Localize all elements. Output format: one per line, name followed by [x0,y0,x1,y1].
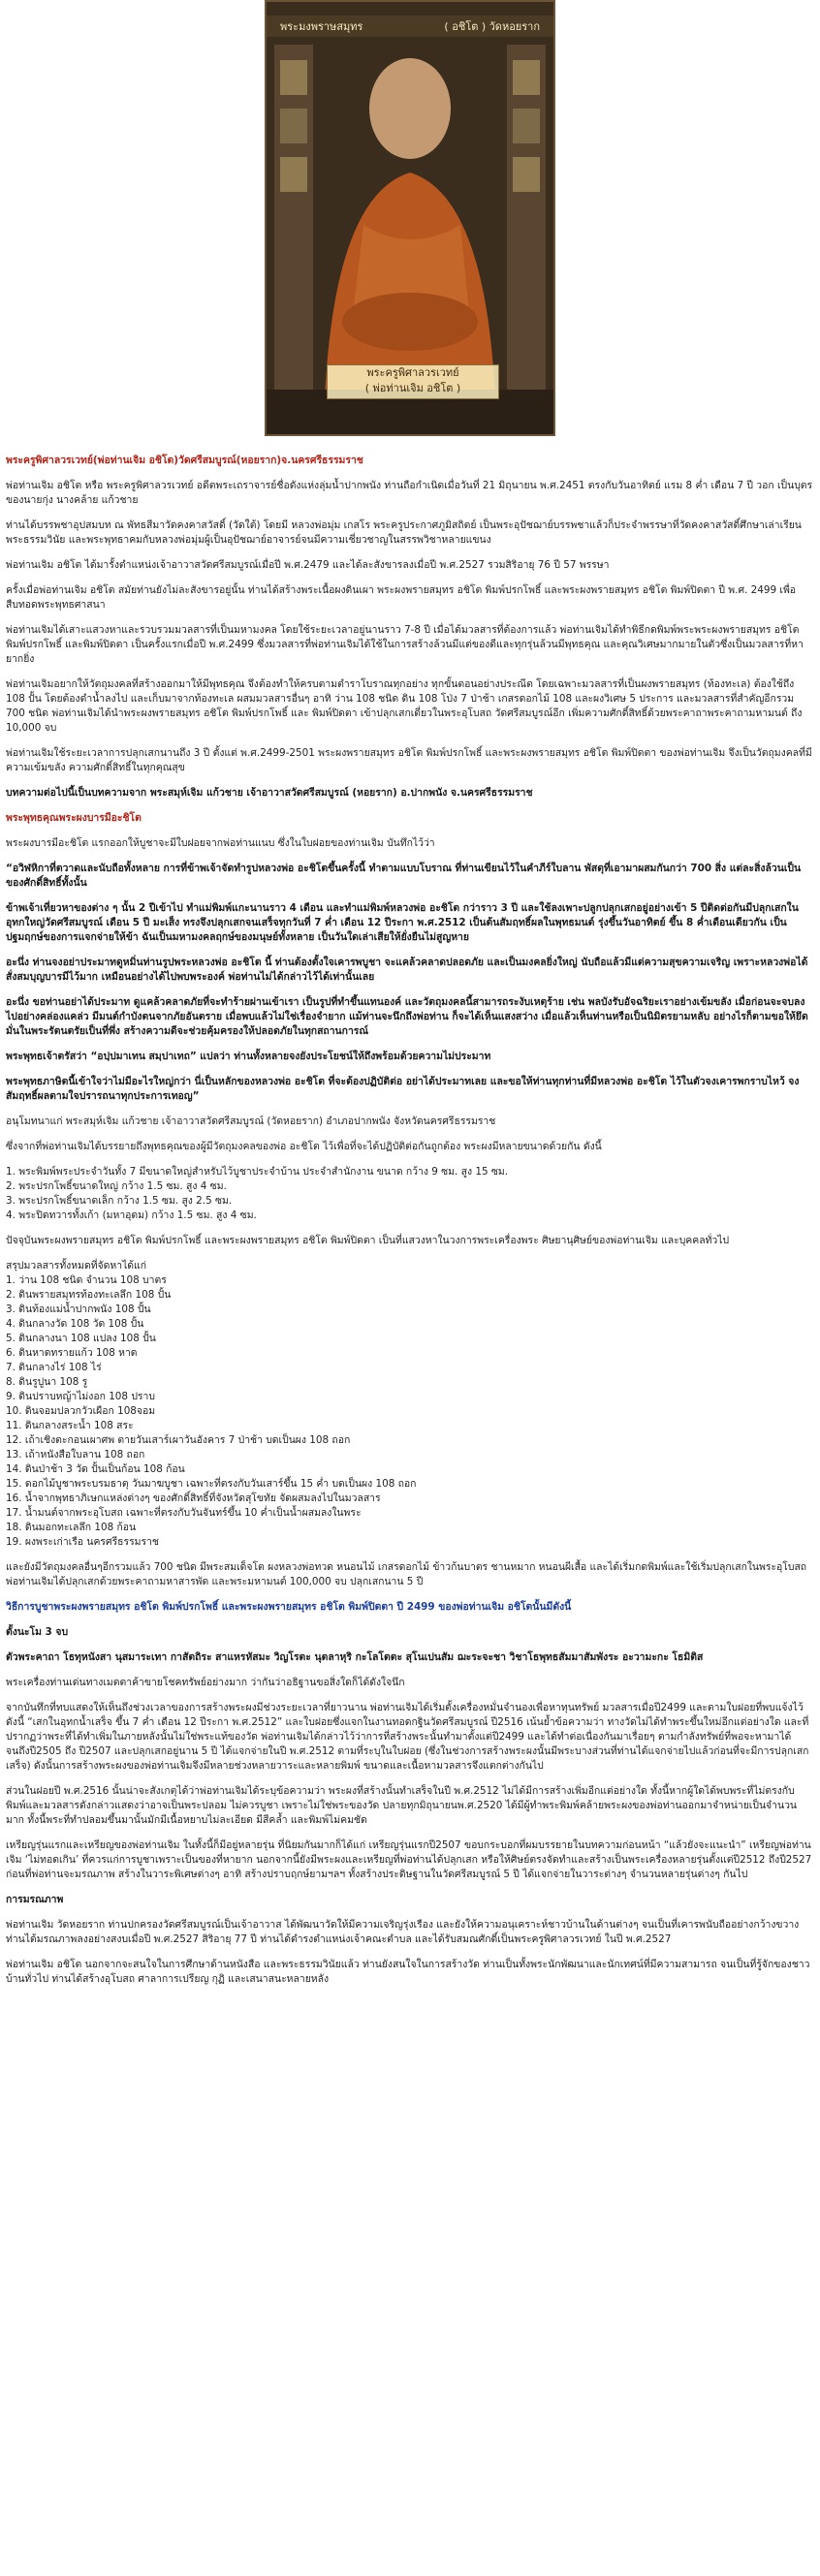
paragraph-blessing-period: พ่อท่านเจิมใช้ระยะเวลาการปลุกเสกนานถึง 3 ปี ตั้งแต่ พ.ศ.2499-2501 พระผงพรายสมุทร อชิโต พิมพ์ปรกโพธิ์ และพระผงพรายสมุทร อชิโต พิมพ์ปิดตา ของพ่อท่านเจิม จึงเป็นวัตถุมงคลที่มีความเข้มขลัง ความศักดิ์สิทธิ์ในทุกคุณสุข [6,747,812,773]
list-item: 13. เถ้าหนังสือใบลาน 108 ถอก [6,1449,145,1461]
worship-step: ตั้งนะโม 3 จบ [6,1626,69,1638]
list-item: 17. น้ำมนต์จากพระอุโบสถ เฉพาะที่ตรงกับวันจันทร์ขึ้น 10 ค่ำเป็นน้ำผสมลงในพระ [6,1507,362,1519]
paragraph-ritual: พ่อท่านเจิมอยากให้วัตถุมงคลที่สร้างออกมาให้มีพุทธคุณ จึงต้องทำให้ครบตามตำราโบราณทุกอย่าง ทุกขั้นตอนอย่างประณีต โดยเฉพาะมวลสารที่เป็นผงพรายสมุทร (ท้องทะเล) ต้องใช้ถึง 108 ปั้น โดยต้องดำน้ำลงไป และเก็บมาจากท้องทะเล ผสมมวลสารอื่นๆ อาทิ ว่าน 108 ชนิด ดิน 108 โป่ง 7 ป่าช้า เกสรดอกไม้ 108 และผงวิเศษ 5 ประการ และมวลสารที่สำคัญอีกรวม 700 ชนิด พ่อท่านเจิมได้นำพระผงพรายสมุทร อชิโต พิมพ์ปรกโพธิ์ และ พิมพ์ปิดตา เข้าปลุกเสกเดี่ยวในพระอุโบสถ วัดศรีสมบูรณ์อีก เพิ่มความศักดิ์สิทธิ์ด้วยพระคาถาพระคาถามหามนต์ ถึง 10,000 จบ [6,678,803,734]
paragraph-amulet-creation: ครั้งเมื่อพ่อท่านเจิม อชิโต สมัยท่านยังไม่ละสังขารอยู่นั้น ท่านได้สร้างพระเนื้อผงดินเผา พระผงพรายสมุทร อชิโต พิมพ์ปรกโพธิ์ และพระผงพรายสมุทร อชิโต พิมพ์ปิดตา ปี พ.ศ. 2499 เพื่อสืบทอดพระพุทธศาสนา [6,584,797,611]
list-item: 7. ดินกลางไร่ 108 ไร่ [6,1362,102,1373]
paragraph-current-value: ปัจจุบันพระผงพรายสมุทร อชิโต พิมพ์ปรกโพธิ์ และพระผงพรายสมุทร อชิโต พิมพ์ปิดตา เป็นที่แสวงหาในวงการพระเครื่องพระ ศิษยานุศิษย์ของพ่อท่านเจิม และบุคคลทั่วไป [6,1235,730,1246]
article-title: พระครูพิศาลวรเวทย์(พ่อท่านเจิม อชิโต)วัดศรีสมบูรณ์(หอยราก)จ.นครศรีธรรมราช [6,455,363,466]
photo-banner [267,16,553,37]
list-item: 12. เถ้าเชิงตะกอนเผาศพ ตายวันเสาร์เผาวันอังคาร 7 ป่าช้า บดเป็นผง 108 ถอก [6,1434,351,1446]
quote-paragraph-2: ข้าพเจ้าเที่ยวหาของต่าง ๆ นั้น 2 ปีเข้าไป ทำแม่พิมพ์แกะนานราว 4 เดือน และทำแม่พิมพ์หลวงพ่อ อะชิโต กว่าราว 3 ปี และใช้ลงเพาะปลูกปลุกเสกอยู่อย่างเข้า 5 ปีติดต่อกันมีปลุกเสกในอุทกใหญ่วัดศรีสมบูรณ์ เดือน 5 ปี มะเส็ง ทรงจึงปลุกเสกจนเสร็จทุกวันที่ 7 ค่ำ เดือน 12 ปีระกา พ.ศ.2512 เป็นต้นสัมฤทธิ์ผลในพุทธมนต์ รุ่งขึ้นวันอาทิตย์ ขึ้น 8 ค่ำเดือนเดียวกัน เป็นปฐมฤกษ์ของการแจกจ่ายให้ข้า ฉันเป็นมหามงคลฤกษ์ของมนุษย์ทั้งหลาย เป็นวันใดเล่าเสียให้ยั่งยืนไม่สูญหาย [6,902,799,943]
list-item: 11. ดินกลางสระน้ำ 108 สระ [6,1420,134,1431]
incantation-text: ตัวพระคาถา โธทุหนังสา นุสมาระเทา กาสัตถิระ สาแหรหัสมะ วิญโรตะ นุตลาหุริ กะโลโตตะ สุโนเปนสัม ฌะระจะชา วิชาโธพุทธสัมมาสัมพังระ อะวามะกะ โธมิติส [6,1651,704,1663]
quote-paragraph-1: “อวิฬหิกาที่ตวาดและนับถือทั้งหลาย การที่ข้าพเจ้าจัดทำรูปหลวงพ่อ อะชิโตขึ้นครั้งนี้ ทำตามแบบโบราณ ที่ท่านเขียนไว้ในคำภีร์ใบลาน พัสดุที่เอามาผสมกันกว่า 700 สิ่ง แต่ละสิ่งล้วนเป็นของศักดิ์สิทธิ์ทั้งนั้น [6,863,802,889]
photo-caption-subname: ( พ่อท่านเจิม อชิโต ) [364,382,461,394]
photo-banner-right: ( อชิโต ) วัดหอยราก [444,20,540,33]
photo-banner-left: พระมงพราษสมุทร [280,20,363,33]
paragraph-sizes-intro: ซึ่งจากที่พ่อท่านเจิมได้บรรยายถึงพุทธคุณของผู้มีวัตถุมงคลของพ่อ อะชิโต ไว้เพื่อที่จะได้ปฏิบัติต่อกันถูกต้อง พระผงมีหลายขนาดด้วยกัน ดังนี้ [6,1141,602,1152]
quote-paragraph-4: อะนึ่ง ขอท่านอย่าได้ประมาท ดูแคล้วคลาดภัยที่จะทำร้ายผ่านเข้าเรา เป็นรูปที่ทำขึ้นแทนองค์ และวัตถุมงคลนี้สามารถระงับเหตุร้าย เช่น พลบังรับอัจฉริยะเราอย่างเข้มขลัง เมื่อก่อนจะจบลงไปอย่างคล่องแคล่ว มีมนต์กำบังตนจากภัยอันตราย เมื่อพบแล้วไม่ใช่เรื่องจำยาก แม้ท่านจะนึกถึงพ่อท่าน ก็จะได้เห็นแสงสว่าง เมื่อแล้วเห็นท่านหรือเป็นนิมิตรยามหลับ อย่างไรก็ตามขอให้ยึดมั่นในพระรัตนตรัยเป็นที่พึ่ง สร้างความดีจะช่วยคุ้มครองให้ปลอดภัยในทุกสถานการณ์ [6,996,808,1037]
list-item: 10. ดินจอมปลวกวัวเผือก 108จอม [6,1405,156,1417]
list-item: 2. พระปรกโพธิ์ขนาดใหญ่ กว้าง 1.5 ซม. สูง 4 ซม. [6,1180,227,1192]
list-item: 18. ดินมอกทะเลลึก 108 ก้อน [6,1522,137,1533]
list-item: 3. ดินท้องแม่น้ำปากพนัง 108 ปั้น [6,1304,151,1315]
list-item: 14. ดินป่าช้า 3 วัด ปั้นเป็นก้อน 108 ก้อน [6,1463,185,1475]
monk-portrait-photo [265,0,555,436]
article-source-heading: บทความต่อไปนี้เป็นบทความจาก พระสมุห์เจิม แก้วชาย เจ้าอาวาสวัดศรีสมบูรณ์ (หอยราก) อ.ปากพนัง จ.นครศรีธรรมราช [6,787,533,799]
article-body [6,454,814,1997]
list-item: 19. ผงพระเก่าเรือ นครศรีธรรมราช [6,1536,159,1548]
list-item: 15. ดอกไม้บูชาพระบรมธาตุ วันมาฆบูชา เฉพาะที่ตรงกับวันเสาร์ขึ้น 15 ค่ำ บดเป็นผง 108 ถอก [6,1478,417,1490]
paragraph-materials-summary: สรุปมวลสารทั้งหมดที่จัดหาได้แก่ [6,1260,147,1272]
section-heading-worship: วิธีการบูชาพระผงพรายสมุทร อชิโต พิมพ์ปรกโพธิ์ และพระผงพรายสมุทร อชิโต พิมพ์ปิดตา ปี 2499 ของพ่อท่านเจิม อชิโตนั้นมีดังนี้ [6,1601,572,1613]
quote-paragraph-6: พระพุทธภาษิตนี้เข้าใจว่าไม่มีอะไรใหญ่กว่า นี่เป็นหลักของหลวงพ่อ อะชิโต ที่จะต้องปฏิบัติต่อ อย่าได้ประมาทเลย และขอให้ท่านทุกท่านที่มีหลวงพ่อ อะชิโต ไว้ในตัวจงเคารพกราบไหว้ จงสัมฤทธิ์ผลตามใจปรารถนาทุกประการเทอญ” [6,1076,800,1102]
section-heading-virtue: พระพุทธคุณพระผงบารมีอะชิโต [6,812,142,824]
paragraph-leaflet-intro: พระผงบารมีอะชิโต แรกออกให้บูชาจะมีใบฝอยจากพ่อท่านแนบ ซึ่งในใบฝอยของท่านเจิม บันทึกไว้ว่า [6,837,435,849]
paragraph-abbot: พ่อท่านเจิม อชิโต ได้มารั้งตำแหน่งเจ้าอาวาสวัดศรีสมบูรณ์เมื่อปี พ.ศ.2479 และได้ละสังขารลงเมื่อปี พ.ศ.2527 รวมสิริอายุ 76 ปี 57 พรรษา [6,559,610,571]
size-list [6,1165,814,1223]
paragraph-materials-gathering: พ่อท่านเจิมได้เสาะแสวงหาและรวบรวมมวลสารที่เป็นมหามงคล โดยใช้ระยะเวลาอยู่นานราว 7-8 ปี เมื่อได้มวลสารที่ต้องการแล้ว พ่อท่านเจิมได้ทำพิธีกดพิมพ์พระพระผงพรายสมุทร อชิโต พิมพ์ปรกโพธิ์ และพิมพ์ปิดตา เป็นครั้งแรกเมื่อปี พ.ศ.2499 ซึ่งมวลสารที่พ่อท่านเจิมได้ใช้ในการสร้างล้วนมีแต่ของดีและทุกรุ่นล้วนมีพุทธคุณ และคุณวิเศษมากมายในตัวซึ่งเป็นมวลสารที่หายากยิ่ง [6,624,804,665]
paragraph-ordination: ท่านได้บรรพชาอุปสมบท ณ พัทธสีมาวัดคงคาสวัสดิ์ (วัดใต้) โดยมี หลวงพ่อมุ่ม เกสโร พระครูประกาศภูมิสถิตย์ เป็นพระอุปัชฌาย์บรรพชาแล้วก็ประจำพรรษาที่วัดคงคาสวัสดิ์ศึกษาเล่าเรียนพระธรรมวินัย และพระพุทธาคมกับหลวงพ่อมุ่มผู้เป็นอุปัชฌาย์อาจารย์จนมีความเชี่ยวชาญในสรรพวิชาหลายแขนง [6,519,802,546]
paragraph-other-materials: และยังมีวัตถุมงคลอื่นๆอีกรวมแล้ว 700 ชนิด มีพระสมเด็จโต ผงหลวงพ่อทวด หนอนไม้ เกสรดอกไม้ ข้าวก้นบาตร ชานหมาก หนอนผีเสื้อ และได้เริ่มกดพิมพ์และใช้เริ่มปลุกเสกในพระอุโบสถ พ่อท่านเจิมได้ปลุกเสกด้วยพระคาถามหาสารพัด และพระมหามนต์ 100,000 จบ ปลุกเสกนาน 5 ปี [6,1561,807,1587]
paragraph-death: พ่อท่านเจิม วัดหอยราก ท่านปกครองวัดศรีสมบูรณ์เป็นเจ้าอาวาส ได้พัฒนาวัดให้มีความเจริญรุ่งเรือง และยังให้ความอนุเคราะห์ชาวบ้านในด้านต่างๆ จนเป็นที่เคารพนับถืออย่างกว้างขวาง ท่านได้มรณภาพลงอย่างสงบเมื่อปี พ.ศ.2527 สิริอายุ 77 ปี ท่านได้ดำรงตำแหน่งเจ้าคณะตำบล และได้รับสมณศักดิ์เป็นพระครูพิศาลวรเวทย์ ในปี พ.ศ.2527 [6,1919,800,1945]
paragraph-history-notes: จากบันทึกที่ทบแสดงให้เห็นถึงช่วงเวลาของการสร้างพระผงมีช่วงระยะเวลาที่ยาวนาน พ่อท่านเจิมได้เริ่มตั้งเครื่องหมั่นจำนองเพื่อหาทุนทรัพย์ มวลสารเมื่อปี2499 และตามใบฝอยที่พบแจ้งไว้ดังนี้ “เสกในอุทกน้ำเสร็จ ขึ้น 7 ค่ำ เดือน 12 ปีระกา พ.ศ.2512” และใบฝอยซึ่งแจกในงานทอดกฐินวัดศรีสมบูรณ์ ปี2516 เน้นย้ำข้อความว่า ทางวัดไม่ได้ทำพระขึ้นใหม่อีกแต่อย่างใด และที่ปรากฏว่าพระที่ได้ทำเพิ่มในภายหลังนั้นไม่ใช่พระแท้ของวัด พ่อท่านเจิมได้กล่าวไว้ว่าการที่สร้างพระนั้นทำมาตั้งแต่ปี2499 และได้ทำต่อเนื่องกันมาเรื่อยๆ ตามกำลังทรัพย์ที่พอจะหามาได้ จนถึงปี2505 ถึง ปี2507 และปลุกเสกอยู่นาน 5 ปี ได้แจกจ่ายในปี พ.ศ.2512 ตามที่ระบุในใบฝอย (ซึ่งในช่วงการสร้างพระผงนั้นมีพระบางส่วนที่ท่านได้แจกจ่ายไปแล้วก่อนที่จะมีการปลุกเสกเสร็จ) ดังนั้นการสร้างพระผงของพ่อท่านเจิมจึงมีหลายช่วงหลายวาระและหลายพิมพ์ ขนาดและเนื้อหามวลสารจึงแตกต่างกันไป [6,1702,809,1772]
quote-paragraph-5: พระพุทธเจ้าตรัสว่า “อปฺปมาเทน สมฺปาเทถ” แปลว่า ท่านทั้งหลายจงยังประโยชน์ให้ถึงพร้อมด้วยความไม่ประมาท [6,1051,491,1062]
list-item: 4. พระปิดทวารทั้งเก้า (มหาอุดม) กว้าง 1.5 ซม. สูง 4 ซม. [6,1209,257,1221]
quote-paragraph-3: อะนึ่ง ท่านจงอย่าประมาทดูหมิ่นท่านรูปพระหลวงพ่อ อะชิโต นี้ ท่านต้องตั้งใจเคารพบูชา จะแคล้วคลาดปลอดภัย และเป็นมงคลยิ่งใหญ่ นับถือแล้วมีแต่ความสุขความเจริญ เพราะหลวงพ่อได้สั่งสมบุญบารมีไว้มาก เหมือนอย่างได้ไปพบพระองค์ พ่อท่านไม่ได้กล่าวไว้ได้เท่านั้นเลย [6,957,808,983]
paragraph-blessings: พระเครื่องท่านเด่นทางเมตตาค้าขายโชคทรัพย์อย่างมาก ว่ากันว่าอธิฐานขอสิ่งใดก็ได้ดังใจนึก [6,1677,405,1688]
list-item: 9. ดินปราบหญ้าไม่งอก 108 ปราบ [6,1391,155,1402]
paragraph-legacy: พ่อท่านเจิม อชิโต นอกจากจะสนใจในการศึกษาด้านหนังสือ และพระธรรมวินัยแล้ว ท่านยังสนใจในการสร้างวัด ท่านเป็นทั้งพระนักพัฒนาและนักเทศน์ที่มีความสามารถ จนเป็นที่รู้จักของชาวบ้านทั่วไป ท่านได้สร้างอุโบสถ ศาลาการเปรียญ กุฏิ และเสนาสนะหลายหลัง [6,1959,810,1985]
list-item: 6. ดินหาดทรายแก้ว 108 หาด [6,1347,138,1359]
paragraph-birth: พ่อท่านเจิม อชิโต หรือ พระครูพิศาลวรเวทย์ อดีตพระเถราจารย์ชื่อดังแห่งลุ่มน้ำปากพนัง ท่านถือกำเนิดเมื่อวันที่ 21 มิถุนายน พ.ศ.2451 ตรงกับวันอาทิตย์ แรม 8 ค่ำ เดือน 7 ปี วอก เป็นบุตรของนายกุ่ง นางคล้าย แก้วชาย [6,480,813,506]
list-item: 8. ดินรูปูนา 108 รู [6,1376,88,1388]
paragraph-leaflet-2516: ส่วนในฝอยปี พ.ศ.2516 นั้นน่าจะสังเกตุได้ว่าพ่อท่านเจิมได้ระบุข้อความว่า พระผงที่สร้างนั้นทำเสร็จในปี พ.ศ.2512 ไม่ได้มีการสร้างเพิ่มอีกแต่อย่างใด ทั้งนี้หากผู้ใดได้พบพระที่ไม่ตรงกับพิมพ์และมวลสารดังกล่าวแสดงว่าอาจเป็นพระปลอม ไม่ควรบูชา เพราะไม่ใช่พระของวัด ปลายทุกมิถุนายนพ.ศ.2520 ได้มีผู้ทำพระพิมพ์คล้ายพระผงของพ่อท่านออกมาจำหน่ายเป็นจำนวนมาก ทั้งนี้พระที่ทำปลอมขึ้นมานั้นมักมีเนื้อหยาบไม่ละเอียด มีสีคล้ำ และพิมพ์ไม่คมชัด [6,1785,798,1826]
section-heading-death: การมรณภาพ [6,1894,64,1905]
photo-caption [327,364,499,399]
list-item: 1. ว่าน 108 ชนิด จำนวน 108 บาตร [6,1274,167,1286]
list-item: 3. พระปรกโพธิ์ขนาดเล็ก กว้าง 1.5 ซม. สูง 2.5 ซม. [6,1195,233,1207]
list-item: 4. ดินกลางวัด 108 วัด 108 ปั้น [6,1318,144,1330]
list-item: 16. น้ำจากพุทธาภิเษกแหล่งต่างๆ ของศักดิ์สิทธิ์ที่จังหวัดสุโขทัย จัดผสมลงไปในมวลสาร [6,1492,381,1504]
materials-list [6,1273,814,1550]
list-item: 2. ดินพรายสมุทรท้องทะเลลึก 108 ปั้น [6,1289,172,1301]
photo-caption-name: พระครูพิศาลวรเวทย์ [366,366,459,379]
list-item: 5. ดินกลางนา 108 แปลง 108 ปั้น [6,1333,156,1344]
paragraph-thanks: อนุโมทนาแก่ พระสมุห์เจิม แก้วชาย เจ้าอาวาสวัดศรีสมบูรณ์ (วัดหอยราก) อำเภอปากพนัง จังหวัดนครศรีธรรมราช [6,1115,496,1127]
list-item: 1. พระพิมพ์พระประจำวันทั้ง 7 มีขนาดใหญ่สำหรับไว้บูชาประจำบ้าน ประจำสำนักงาน ขนาด กว้าง 9 ซม. สูง 15 ซม. [6,1166,509,1178]
paragraph-coins: เหรียญรุ่นแรกและเหรียญของพ่อท่านเจิม ในทั้งนี้ก็มีอยู่หลายรุ่น ที่นิยมกันมากก็ได้แก่ เหรียญรุ่นแรกปี2507 ขอบกระบอกที่ผมบรรยายในบทความก่อนหน้า “แล้วยังจะแนะนำ” เหรียญพ่อท่านเจิม ‘ไม่ทอดเกิน’ ที่ควรแก่การบูชาเพราะเป็นของที่หายาก นอกจากนี้ยังมีพระผงและเหรียญที่พ่อท่านได้ปลุกเสก หรือให้ศิษย์ตรงจัดทำและสร้างเป็นพระเครื่องหลายรุ่นตั้งแต่ปี2512 ถึงปี2527 ก่อนที่พ่อท่านจะมรณภาพ สร้างในวาระพิเศษต่างๆ อาทิ สร้างปราบฤกษ์ยามฯลฯ ทั้งสร้างประดิษฐานในวัดศรีสมบูรณ์ 5 ปี ได้แจกจ่ายในวาระต่างๆ จำนวนหลายรุ่นต่างๆ กันไป [6,1839,812,1880]
